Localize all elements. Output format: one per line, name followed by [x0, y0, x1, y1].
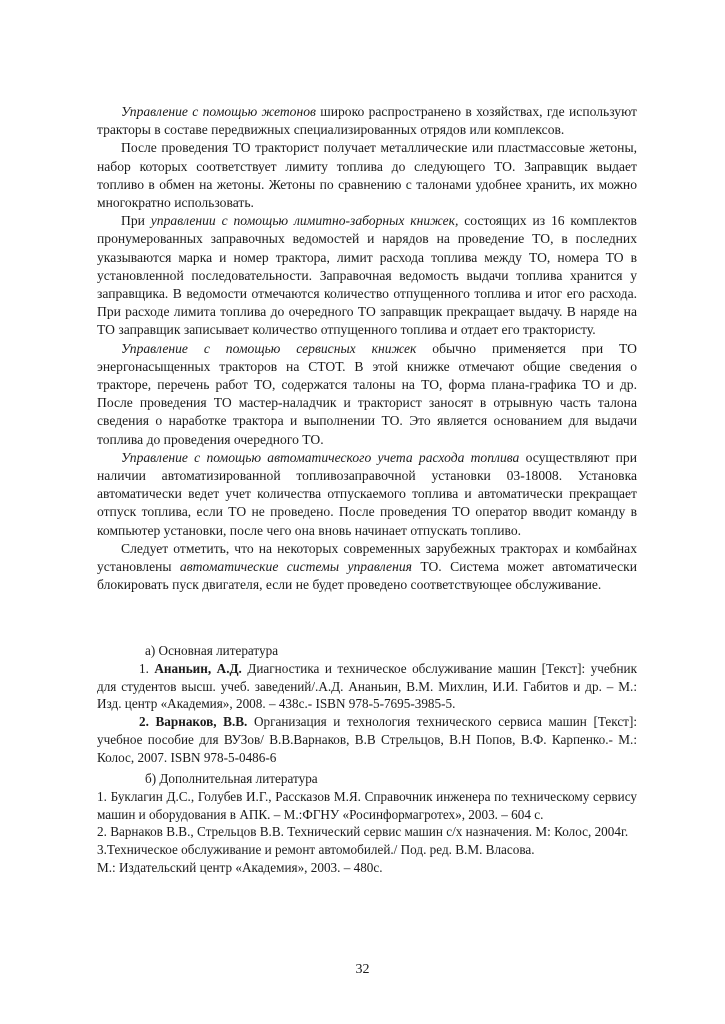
literature-item: 1. Буклагин Д.С., Голубев И.Г., Рассказов М.Я. Справочник инженера по техническому сервису машин и оборудования в АПК. – М.:ФГНУ «Росинформагротех», 2003. – 604 с.: [97, 788, 637, 822]
literature-author: Ананьин, А.Д.: [154, 660, 242, 676]
literature-item: 2. Варнаков В.В., Стрельцов В.В. Технический сервис машин с/х назначения. М: Колос, 2004г.: [97, 824, 629, 840]
literature-item: М.: Издательский центр «Академия», 2003. – 480с.: [97, 859, 383, 875]
paragraph: При управлении с помощью лимитно-заборных книжек, состоящих из 16 комплектов пронумерованных заправочных ведомостей и нарядов на проведение ТО, в последних указываются марка и номер трактора, лимит расхода топлива между ТО, номера ТО в установленной последовательности. Заправочная ведомость выдачи топлива хранится у заправщика. В ведомости отмечаются количество отпущенного топлива и итог его расхода. При расходе лимита топлива до очередного ТО заправщик прекращает выдачу. В наряде на ТО заправщик записывает количество отпущенного топлива и отдает его трактористу.: [97, 213, 637, 338]
emphasis-term: управлении с помощью лимитно-заборных книжек,: [150, 213, 459, 229]
emphasis-term: Управление с помощью автоматического учета расхода топлива: [121, 449, 520, 465]
paragraph: Следует отметить, что на некоторых современных зарубежных тракторах и комбайнах установлены автоматические системы управления ТО. Система может автоматически блокировать пуск двигателя, если не будет проведено соответствующее обслуживание.: [97, 540, 638, 593]
page-number: 32: [355, 962, 370, 977]
literature-item: 2. Варнаков, В.В. Организация и технология технического сервиса машин [Текст]: учебное пособие для ВУЗов/ В.В.Варнаков, В.В Стрельцов, В.Н Попов, В.Ф. Карпенко.- М.: Колос, 2007. ISBN 978-5-0486-6: [97, 714, 637, 765]
emphasis-term: Управление с помощью жетонов: [121, 104, 316, 119]
emphasis-term: Управление с помощью сервисных книжек: [121, 340, 417, 356]
additional-literature: [97, 770, 637, 877]
body-text: [97, 103, 637, 594]
literature-author: Варнаков, В.В.: [155, 714, 248, 730]
paragraph: После проведения ТО тракторист получает металлические или пластмассовые жетоны, набор которых соответствует лимиту топлива до следующего ТО. Заправщик выдает топливо в обмен на жетоны. Жетоны по сравнению с талонами удобнее хранить, их можно многократно использовать.: [97, 140, 637, 211]
main-literature: [97, 642, 637, 767]
paragraph: Управление с помощью жетонов широко распространено в хозяйствах, где используют тракторы в составе передвижных специализированных отрядов или комплексов.: [97, 104, 637, 138]
literature-item: 3.Техническое обслуживание и ремонт автомобилей./ Под. ред. В.М. Власова.: [97, 842, 535, 858]
paragraph: Управление с помощью сервисных книжек обычно применяется при ТО энергонасыщенных тракторов на СТОТ. В этой книжке отмечают общие сведения о тракторе, перечень работ ТО, содержатся талоны на ТО, форма плана-графика ТО и др. После проведения ТО мастер-наладчик и тракторист заносят в отрывную часть талона сведения о наработке трактора и выполнении ТО. Это является основанием для выдачи топлива до проведения очередного ТО.: [97, 340, 637, 447]
main-literature-heading: а) Основная литература: [145, 643, 279, 658]
emphasis-term: автоматические системы управления: [179, 559, 412, 575]
additional-literature-heading: б) Дополнительная литература: [145, 771, 318, 786]
literature-item: 1. Ананьин, А.Д. Диагностика и техническое обслуживание машин [Текст]: учебник для студентов высш. учеб. заведений/.А.Д. Ананьин, В.М. Михлин, И.И. Габитов и др. – М.: Изд. центр «Академия», 2008. – 438с.- ISBN 978-5-7695-3985-5.: [97, 660, 637, 712]
paragraph: Управление с помощью автоматического учета расхода топлива осуществляют при наличии автоматизированной топливозаправочной установки 03-18008. Установка автоматически ведет учет количества отпускаемого топлива и автоматически прекращает отпуск топлива, если ТО не проведено. После проведения ТО оператор вводит команду в компьютер установки, после чего она вновь начинает отпускать топливо.: [97, 449, 637, 538]
